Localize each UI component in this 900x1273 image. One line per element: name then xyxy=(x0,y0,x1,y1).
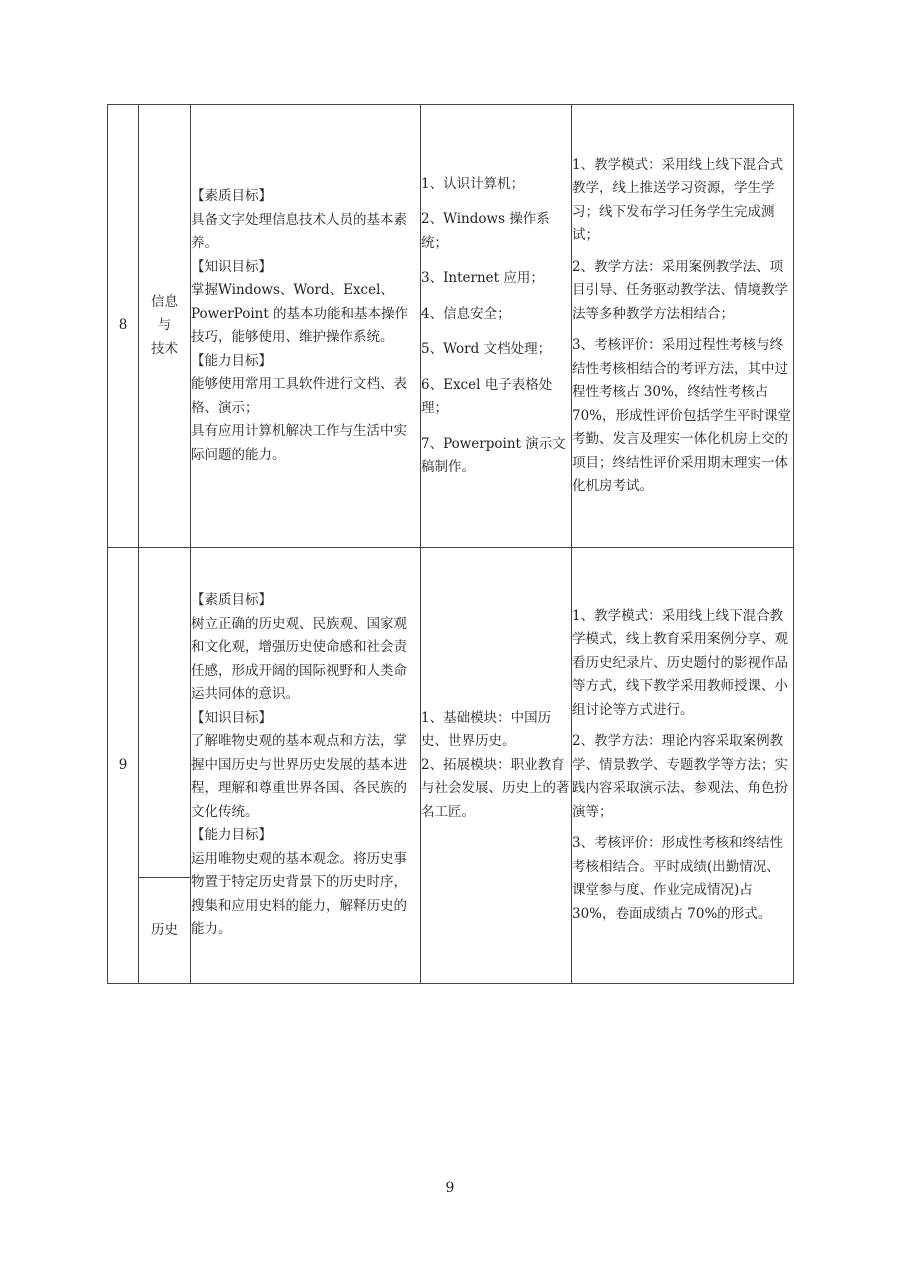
course-contents xyxy=(421,105,572,548)
goal-text: 树立正确的历史观、民族观、国家观和文化观，增强历史使命感和社会责任感，形成开阔的国际视野和人类命运共同体的意识。 xyxy=(191,615,407,703)
goal-text: 能够使用常用工具软件进行文档、表格、演示； xyxy=(191,376,407,416)
course-goals xyxy=(191,105,421,548)
course-name-line: 与 xyxy=(157,317,172,334)
goal-heading: 【知识目标】 xyxy=(191,709,272,726)
content-item: 4、信息安全； xyxy=(421,305,511,322)
course-name: 历史 xyxy=(139,878,191,984)
course-table xyxy=(107,104,794,984)
goal-heading: 【能力目标】 xyxy=(191,827,272,844)
content-item: 2、Windows 操作系统； xyxy=(421,211,550,251)
goal-text: 具备文字处理信息技术人员的基本素养。 xyxy=(191,211,407,251)
course-goals xyxy=(191,548,421,984)
goal-heading: 【素质目标】 xyxy=(191,592,272,609)
method-item: 2、教学方法：采用案例教学法、项目引导、任务驱动教学法、情境教学法等多种教学方法相结合； xyxy=(572,258,788,322)
goal-text: 具有应用计算机解决工作与生活中实际问题的能力。 xyxy=(191,423,407,463)
teaching-methods xyxy=(572,105,794,548)
goal-heading: 【知识目标】 xyxy=(191,258,272,275)
goal-text: 掌握Windows、Word、Excel、PowerPoint 的基本功能和基本操作技巧，能够使用、维护操作系统。 xyxy=(191,282,409,345)
page-number: 9 xyxy=(445,1180,455,1196)
course-name xyxy=(139,105,191,548)
goal-heading: 【能力目标】 xyxy=(191,352,272,369)
row-number: 8 xyxy=(108,105,139,548)
course-name-line: 技术 xyxy=(151,340,178,357)
content-item: 7、Powerpoint 演示文稿制作。 xyxy=(421,435,566,475)
table-row xyxy=(108,105,794,548)
content-item: 1、认识计算机； xyxy=(421,175,525,192)
goal-text: 运用唯物史观的基本观念。将历史事物置于特定历史背景下的历史时序，搜集和应用史料的能力，解释历史的能力。 xyxy=(191,850,407,938)
row-number: 9 xyxy=(108,548,139,984)
content-item: 2、拓展模块：职业教育与社会发展、历史上的著名工匠。 xyxy=(421,756,570,820)
method-item: 2、教学方法：理论内容采取案例教学、情景教学、专题教学等方法；实践内容采取演示法、参观法、角色扮演等； xyxy=(572,733,788,820)
method-item: 3、考核评价：采用过程性考核与终结性考核相结合的考评方法，其中过程性考核占 30%，终结性考核占 70%，形成性评价包括学生平时课堂考勤、发言及理实一体化机房上交的项目；终结性评价采用期末理实一体化机房考试。 xyxy=(572,337,792,494)
method-item: 1、教学模式：采用线上线下混合式教学，线上推送学习资源，学生学习；线下发布学习任务学生完成测试； xyxy=(572,156,784,243)
content-item: 5、Word 文档处理； xyxy=(421,341,552,357)
goal-heading: 【素质目标】 xyxy=(191,188,272,204)
goal-text: 了解唯物史观的基本观点和方法，掌握中国历史与世界历史发展的基本进程，理解和尊重世界各国、各民族的文化传统。 xyxy=(191,733,407,820)
teaching-methods xyxy=(572,548,794,984)
course-name-line: 信息 xyxy=(151,293,178,310)
method-item: 1、教学模式：采用线上线下混合教学模式，线上教育采用案例分享、观看历史纪录片、历史题付的影视作品等方式，线下教学采用教师授课、小组讨论等方式进行。 xyxy=(572,607,788,718)
content-item: 1、基础模块：中国历史、世界历史。 xyxy=(421,709,552,750)
content-item: 3、Internet 应用； xyxy=(421,270,544,286)
method-item: 3、考核评价：形成性考核和终结性考核相结合。平时成绩(出勤情况、课堂参与度、作业完成情况)占 30%，卷面成绩占 70%的形式。 xyxy=(572,835,784,922)
content-item: 6、Excel 电子表格处理； xyxy=(421,376,553,416)
course-name-empty-cell xyxy=(139,548,191,878)
course-contents xyxy=(421,548,572,984)
table-row xyxy=(108,548,794,878)
